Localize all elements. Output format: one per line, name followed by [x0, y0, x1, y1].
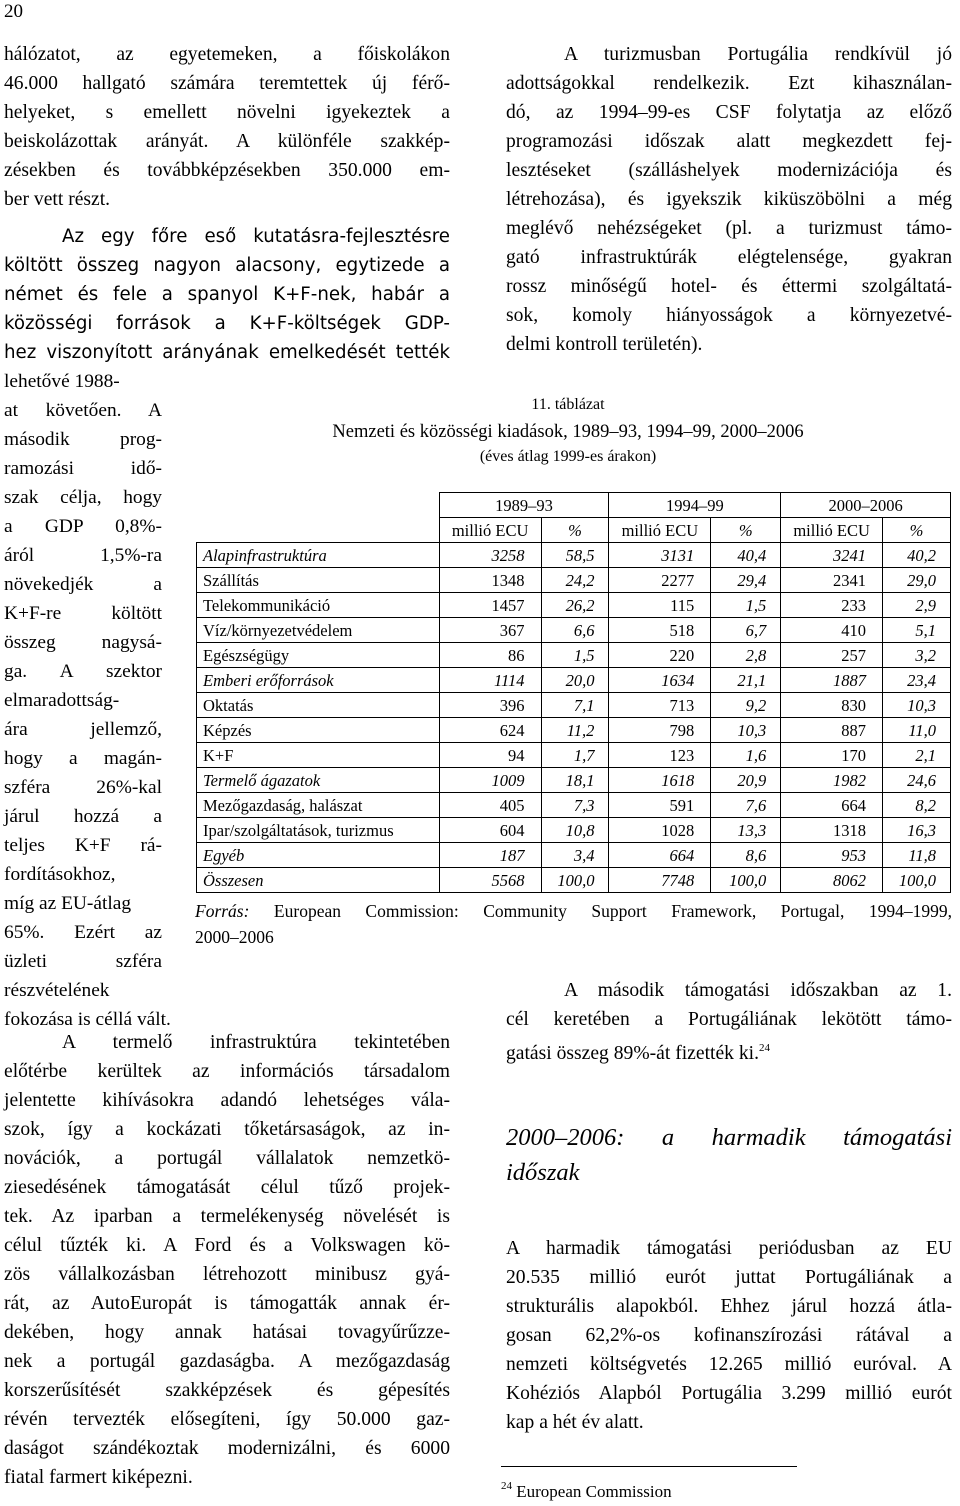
cell-percent: 10,3 — [711, 718, 781, 743]
cell-percent: 29,4 — [711, 568, 781, 593]
table-subtitle: (éves átlag 1999-es árakon) — [479, 448, 657, 465]
header-period: 1989–93 — [439, 493, 609, 518]
cell-percent: 21,1 — [711, 668, 781, 693]
source-label: Forrás: — [195, 901, 250, 921]
text-line: nek a portugál gazdaságba. A mezőgazdaság — [4, 1351, 450, 1372]
table-row — [197, 593, 951, 618]
table-row — [197, 718, 951, 743]
text-line: rossz minőségű hotel- és éttermi szolgáltatá- — [506, 276, 952, 297]
cell-amount: 86 — [439, 643, 541, 668]
cell-amount: 405 — [439, 793, 541, 818]
cell-percent: 8,6 — [711, 843, 781, 868]
right-paragraph-bottom — [506, 1234, 952, 1437]
cell-percent: 11,2 — [541, 718, 609, 743]
cell-amount: 798 — [609, 718, 711, 743]
text-line: 65%. Ezért az — [4, 922, 162, 943]
cell-amount: 624 — [439, 718, 541, 743]
text-line: novációk, a portugál vállalatok nemzetkö- — [4, 1148, 450, 1169]
text-line: ziesedésének támogatását célul tűző projek- — [4, 1177, 450, 1198]
header-unit: millió ECU — [609, 518, 711, 543]
cell-percent: 7,3 — [541, 793, 609, 818]
text-line: második prog- — [4, 429, 162, 450]
cell-amount: 8062 — [781, 868, 883, 893]
cell-amount: 233 — [781, 593, 883, 618]
cell-amount: 1634 — [609, 668, 711, 693]
cell-percent: 58,5 — [541, 543, 609, 568]
cell-percent: 40,4 — [711, 543, 781, 568]
text-line: szok, így a kockázati tőketársaságok, az in- — [4, 1119, 450, 1140]
text-line: gosan 62,2%-os kofinanszírozási rátával a — [506, 1325, 952, 1346]
text-line: A turizmusban Portugália rendkívül jó — [564, 44, 952, 65]
cell-percent: 16,3 — [883, 818, 951, 843]
cell-percent: 3,4 — [541, 843, 609, 868]
right-paragraph-top — [506, 40, 952, 359]
cell-amount: 1982 — [781, 768, 883, 793]
table-title: Nemzeti és közösségi kiadások, 1989–93, 1994–99, 2000–2006 — [332, 422, 804, 442]
cell-amount: 664 — [781, 793, 883, 818]
text-line: rát, az AutoEuropát is támogatták annak ér- — [4, 1293, 450, 1314]
text-line: 20.535 millió eurót juttat Portugáliának a — [506, 1267, 952, 1288]
text-line: a GDP 0,8%- — [4, 516, 162, 537]
row-label: Egyéb — [197, 843, 440, 868]
source-text: European Commission: Community Support Framework, Portugal, 1994–1999, — [273, 901, 952, 921]
text-span: gatási összeg 89%-át fizették ki. — [506, 1043, 759, 1064]
cell-percent: 13,3 — [711, 818, 781, 843]
row-label: Egészségügy — [197, 643, 440, 668]
cell-amount: 1028 — [609, 818, 711, 843]
text-line: delmi kontroll területén). — [506, 334, 703, 355]
row-label: Szállítás — [197, 568, 440, 593]
header-period: 2000–2006 — [781, 493, 951, 518]
text-line: gató infrastruktúrák elégtelensége, gyakran — [506, 247, 952, 268]
text-line: részvételének — [4, 980, 110, 1001]
text-line: fordításokhoz, — [4, 864, 116, 885]
cell-percent: 1,7 — [541, 743, 609, 768]
text-line: jelentette kihívásokra adandó lehetséges vála- — [4, 1090, 450, 1111]
cell-percent: 1,5 — [711, 593, 781, 618]
heading-line: időszak — [506, 1159, 580, 1186]
cell-amount: 367 — [439, 618, 541, 643]
footnote-number: 24 — [501, 1480, 512, 1492]
cell-amount: 1114 — [439, 668, 541, 693]
header-unit: millió ECU — [439, 518, 541, 543]
text-line: strukturális alapokból. Ehhez járul hozzá átla- — [506, 1296, 952, 1317]
table-row — [197, 693, 951, 718]
cell-amount: 664 — [609, 843, 711, 868]
cell-percent: 2,8 — [711, 643, 781, 668]
header-unit: % — [883, 518, 951, 543]
text-line: előtérbe kerültek az információs társadalom — [4, 1061, 450, 1082]
text-line: hez viszonyított arányának emelkedését tették — [4, 342, 450, 363]
text-line: német és fele a spanyol K+F-nek, habár a — [4, 284, 450, 305]
text-line: növekedjék a — [4, 574, 162, 595]
table-row — [197, 618, 951, 643]
text-line: sok, komoly hiányosságok a környezetvé- — [506, 305, 952, 326]
cell-amount: 2341 — [781, 568, 883, 593]
text-line: ramozási idő- — [4, 458, 162, 479]
cell-amount: 591 — [609, 793, 711, 818]
cell-percent: 24,2 — [541, 568, 609, 593]
cell-percent: 100,0 — [541, 868, 609, 893]
text-line: beiskolázottak arányát. A különféle szakkép- — [4, 131, 450, 152]
source-line: 2000–2006 — [195, 927, 274, 947]
cell-amount: 410 — [781, 618, 883, 643]
table-row — [197, 818, 951, 843]
text-line: közösségi források a K+F-költségek GDP- — [4, 313, 450, 334]
cell-percent: 11,0 — [883, 718, 951, 743]
table-row — [197, 768, 951, 793]
text-line: zös vállalkozásban létrehozott minibusz gyá- — [4, 1264, 450, 1285]
source-line — [195, 898, 952, 924]
cell-percent: 2,1 — [883, 743, 951, 768]
cell-amount: 5568 — [439, 868, 541, 893]
cell-amount: 257 — [781, 643, 883, 668]
row-label: Emberi erőforrások — [197, 668, 440, 693]
left-paragraph-rd — [4, 222, 450, 367]
heading-line: 2000–2006: a harmadik támogatási — [506, 1124, 952, 1151]
footnote-ref: 24 — [759, 1042, 770, 1054]
cell-amount: 2277 — [609, 568, 711, 593]
text-line: at követően. A — [4, 400, 162, 421]
cell-amount: 7748 — [609, 868, 711, 893]
cell-percent: 24,6 — [883, 768, 951, 793]
right-paragraph-mid — [506, 976, 952, 1068]
footnote-rule — [501, 1466, 797, 1467]
row-label: Képzés — [197, 718, 440, 743]
cell-percent: 2,9 — [883, 593, 951, 618]
cell-amount: 1457 — [439, 593, 541, 618]
footnote-text: European Commission — [516, 1482, 672, 1501]
text-line: daságot szándékoztak modernizálni, és 6000 — [4, 1438, 450, 1459]
table-row — [197, 643, 951, 668]
cell-percent: 8,2 — [883, 793, 951, 818]
cell-amount: 887 — [781, 718, 883, 743]
cell-percent: 11,8 — [883, 843, 951, 868]
header-unit: % — [711, 518, 781, 543]
cell-amount: 604 — [439, 818, 541, 843]
text-line: szféra 26%-kal — [4, 777, 162, 798]
row-label: Mezőgazdaság, halászat — [197, 793, 440, 818]
cell-amount: 396 — [439, 693, 541, 718]
table-header-units — [197, 518, 951, 543]
text-line: ga. A szektor — [4, 661, 162, 682]
text-line: ber vett részt. — [4, 189, 111, 210]
page-number: 20 — [4, 1, 23, 22]
text-line: K+F-re költött — [4, 603, 162, 624]
text-line: költött összeg nagyon alacsony, egytizede a — [4, 255, 450, 276]
text-line: helyeket, s emellett növelni igyekeztek a — [4, 102, 450, 123]
cell-percent: 6,6 — [541, 618, 609, 643]
cell-percent: 20,9 — [711, 768, 781, 793]
cell-amount: 3131 — [609, 543, 711, 568]
cell-amount: 830 — [781, 693, 883, 718]
table-row — [197, 568, 951, 593]
cell-percent: 1,5 — [541, 643, 609, 668]
cell-amount: 115 — [609, 593, 711, 618]
text-line: programozási időszak alatt megkezdett fej- — [506, 131, 952, 152]
text-line: meglévő nehézségeket (pl. a turizmust támo- — [506, 218, 952, 239]
text-line: áról 1,5%-ra — [4, 545, 162, 566]
cell-amount: 518 — [609, 618, 711, 643]
text-line: dekében, hogy annak hatásai tovagyűrűzze- — [4, 1322, 450, 1343]
table-source — [195, 898, 952, 950]
cell-amount: 1618 — [609, 768, 711, 793]
text-line: A második támogatási időszakban az 1. — [564, 980, 952, 1001]
cell-amount: 220 — [609, 643, 711, 668]
text-line: teljes K+F rá- — [4, 835, 162, 856]
cell-amount: 1887 — [781, 668, 883, 693]
cell-amount: 1009 — [439, 768, 541, 793]
text-line: míg az EU-átlag — [4, 893, 132, 914]
cell-amount: 953 — [781, 843, 883, 868]
cell-amount: 94 — [439, 743, 541, 768]
cell-amount: 3258 — [439, 543, 541, 568]
table-row — [197, 668, 951, 693]
header-unit: millió ECU — [781, 518, 883, 543]
cell-percent: 23,4 — [883, 668, 951, 693]
cell-amount: 187 — [439, 843, 541, 868]
text-line: fiatal farmert kiképezni. — [4, 1467, 193, 1488]
cell-percent: 10,3 — [883, 693, 951, 718]
text-line: adottságokkal rendelkezik. Ezt kihasználan- — [506, 73, 952, 94]
section-heading — [506, 1120, 952, 1190]
table-row — [197, 743, 951, 768]
cell-percent: 29,0 — [883, 568, 951, 593]
footnote — [501, 1474, 672, 1504]
text-line: révén tervezték elősegíteni, így 50.000 gaz- — [4, 1409, 450, 1430]
expenditure-table — [196, 492, 951, 893]
cell-amount: 170 — [781, 743, 883, 768]
text-line: üzleti szféra — [4, 951, 162, 972]
text-line: létrehozása), és igyekszik kiküszöbölni a még — [506, 189, 952, 210]
cell-percent: 20,0 — [541, 668, 609, 693]
cell-percent: 10,8 — [541, 818, 609, 843]
cell-amount: 1318 — [781, 818, 883, 843]
text-line: járul hozzá a — [4, 806, 162, 827]
text-line: Kohéziós Alapból Portugália 3.299 millió eurót — [506, 1383, 952, 1404]
row-label: Összesen — [197, 868, 440, 893]
table-row — [197, 793, 951, 818]
text-line: Az egy főre eső kutatásra-fejlesztésre — [62, 226, 450, 247]
text-line: 46.000 hallgató számára teremtettek új férő- — [4, 73, 450, 94]
row-label: Ipar/szolgáltatások, turizmus — [197, 818, 440, 843]
header-unit: % — [541, 518, 609, 543]
row-label: Víz/környezetvédelem — [197, 618, 440, 643]
table-row — [197, 543, 951, 568]
table-row — [197, 843, 951, 868]
cell-percent: 7,6 — [711, 793, 781, 818]
left-paragraph-bottom — [4, 1028, 450, 1492]
text-line: hogy a magán- — [4, 748, 162, 769]
text-line: A termelő infrastruktúra tekintetében — [62, 1032, 450, 1053]
text-line: fokozása is céllá vált. — [4, 1009, 171, 1030]
text-line: A harmadik támogatási periódusban az EU — [506, 1238, 952, 1259]
text-line: ára jellemző, — [4, 719, 162, 740]
text-line: cél keretében a Portugáliának lekötött támo- — [506, 1009, 952, 1030]
text-line: lesztéseket (szálláshelyek modernizációja és — [506, 160, 952, 181]
row-label: Termelő ágazatok — [197, 768, 440, 793]
cell-percent: 100,0 — [711, 868, 781, 893]
left-paragraph-top — [4, 40, 450, 214]
cell-percent: 18,1 — [541, 768, 609, 793]
text-line: lehetővé 1988- — [4, 371, 120, 392]
cell-amount: 123 — [609, 743, 711, 768]
text-line: korszerűsítését szakképzések és gépesítés — [4, 1380, 450, 1401]
cell-amount: 3241 — [781, 543, 883, 568]
cell-percent: 40,2 — [883, 543, 951, 568]
cell-percent: 9,2 — [711, 693, 781, 718]
table-header-periods — [197, 493, 951, 518]
row-label: Oktatás — [197, 693, 440, 718]
text-line: zésekben és továbbképzésekben 350.000 em- — [4, 160, 450, 181]
text-line: kap a hét év alatt. — [506, 1412, 644, 1433]
text-line: dó, az 1994–99-es CSF folytatja az előző — [506, 102, 952, 123]
left-paragraph-rd-narrow — [4, 367, 171, 1034]
text-line: összeg nagysá- — [4, 632, 162, 653]
row-label: Alapinfrastruktúra — [197, 543, 440, 568]
cell-percent: 5,1 — [883, 618, 951, 643]
cell-amount: 1348 — [439, 568, 541, 593]
header-empty — [197, 493, 440, 518]
cell-percent: 7,1 — [541, 693, 609, 718]
text-line: elmaradottság- — [4, 690, 120, 711]
cell-percent: 1,6 — [711, 743, 781, 768]
text-line: célul tűzték ki. A Ford és a Volkswagen kö- — [4, 1235, 450, 1256]
text-line: hálózatot, az egyetemeken, a főiskolákon — [4, 44, 450, 65]
cell-amount: 713 — [609, 693, 711, 718]
row-label: Telekommunikáció — [197, 593, 440, 618]
header-empty — [197, 518, 440, 543]
header-period: 1994–99 — [609, 493, 781, 518]
cell-percent: 100,0 — [883, 868, 951, 893]
text-line — [506, 1034, 952, 1068]
text-line: nemzeti költségvetés 12.265 millió euróval. A — [506, 1354, 952, 1375]
row-label: K+F — [197, 743, 440, 768]
table-number: 11. táblázat — [531, 396, 605, 413]
table-row — [197, 868, 951, 893]
cell-percent: 3,2 — [883, 643, 951, 668]
text-line: tek. Az iparban a termelékenység növelését is — [4, 1206, 450, 1227]
cell-percent: 6,7 — [711, 618, 781, 643]
cell-percent: 26,2 — [541, 593, 609, 618]
text-line: szak célja, hogy — [4, 487, 162, 508]
